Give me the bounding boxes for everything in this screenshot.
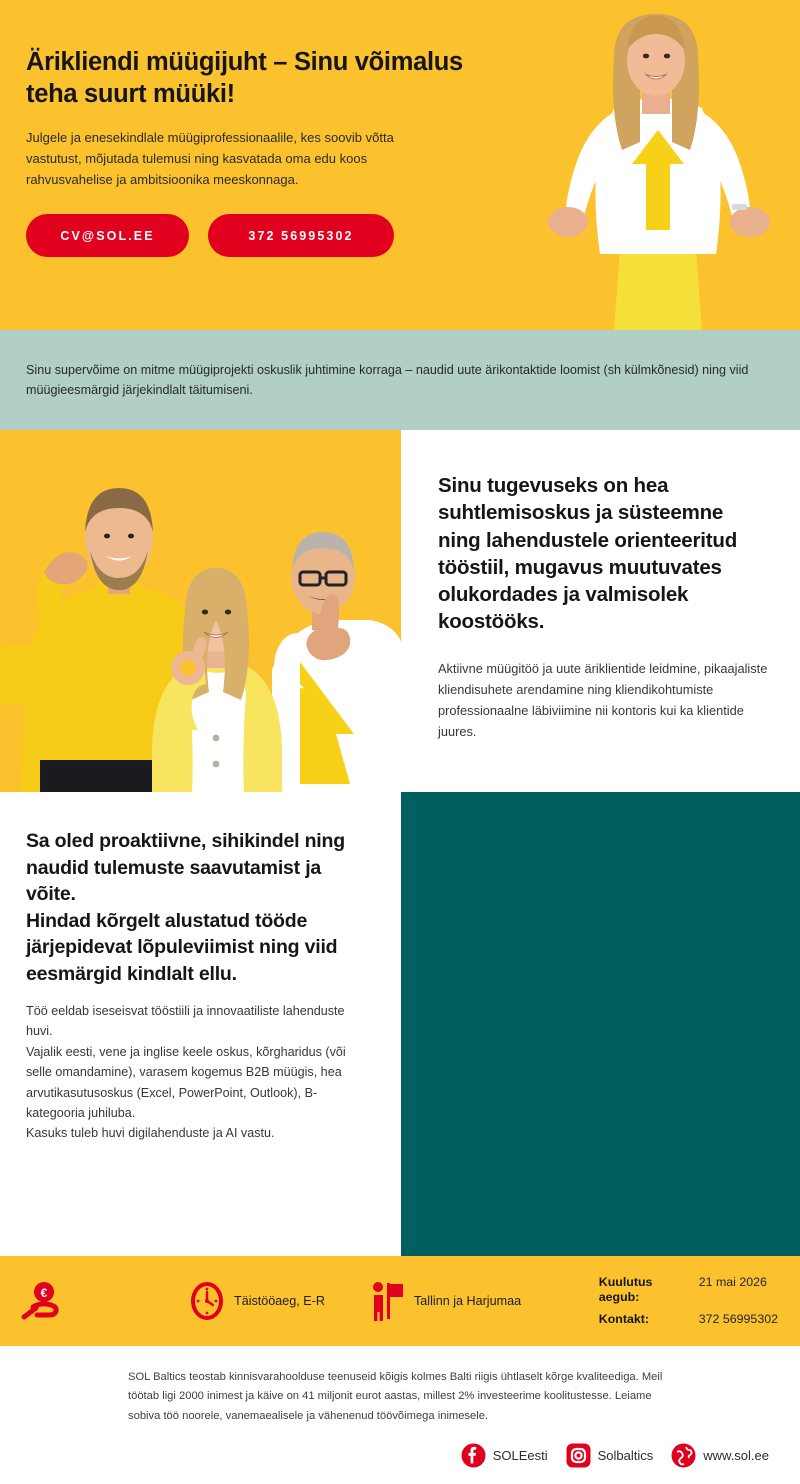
facebook-icon [461,1443,486,1468]
job-meta-bar [0,1256,800,1346]
globe-icon [671,1443,696,1468]
hand-holding-euro-icon [20,1281,62,1321]
profile-body-line3: Kasuks tuleb huvi digilahenduste ja AI vastu. [26,1126,275,1141]
website-label: www.sol.ee [703,1448,769,1463]
job-meta-grid [599,1275,778,1328]
facebook-link[interactable] [461,1443,557,1468]
team-photo [0,430,401,792]
website-link[interactable] [671,1443,778,1468]
social-links [461,1443,778,1468]
hero-description: Julgele ja enesekindlale müügiprofessionaalile, kes soovib võtta vastutust, mõjutada tulemusi ning kasvatada oma edu koos rahvusvahelise ja ambitsioonika meeskonnaga. [26,130,394,188]
hero-content [26,46,496,257]
person-with-flag-icon [370,1281,404,1321]
meta-key-contact: Kontakt: [598,1311,649,1326]
phone-cta-button[interactable]: 372 56995302 [208,214,394,257]
clock-icon [190,1282,224,1320]
company-description: SOL Baltics teostab kinnisvarahoolduse teenuseid kõigis kolmes Balti riigis ühtlaselt kõrge kvaliteediga. Meil töötab ligi 2000 inimest ja käive on 41 miljonit eurot aastas, millest 2% investeerime koolitustesse. Leiame sobiva töö noorele, vanemaealisele ja vähenenud töövõimega inimesele. [128,1371,663,1422]
hero-cta-row [26,214,496,257]
highlight-strip [0,330,800,430]
profile-body-line2: Vajalik eesti, vene ja inglise keele oskus, kõrgharidus (või selle omandamine), varasem kogemus B2B müügis, hea arvutikasutusoskus (Excel, PowerPoint, Outlook), B-kategooria juhiluba. [26,1044,346,1121]
info-label-worktime: Täistööaeg, E-R [234,1294,325,1308]
profile-heading-line1: Sa oled proaktiivne, sihikindel ning naudid tulemuste saavutamist ja võite. [26,830,345,906]
teal-decorative-block [401,792,800,1256]
info-item-location [370,1281,560,1321]
hero-photo [510,0,800,330]
profile-heading-line2: Hindad kõrgelt alustatud tööde järjepidevat lõpuleviimist ning viid eesmärgid kindlalt ellu. [26,909,338,985]
meta-value-contact: 372 56995302 [698,1311,778,1326]
highlight-strip-text: Sinu supervõime on mitme müügiprojekti oskuslik juhtimine korraga – naudid uute ärikontaktide loomist (sh külmkõnesid) ning viid müügieesmärgid järjekindlalt täitumiseni. [26,362,749,397]
facebook-label: SOLEesti [492,1448,548,1463]
strengths-text-column [401,430,800,792]
hero-section [0,0,800,330]
strengths-heading: Sinu tugevuseks on hea suhtlemisoskus ja süsteemne ning lahendustele orienteeritud tööstiil, mugavus muutuvates olukordades ja valmisolek koostööks. [438,474,738,634]
instagram-icon [566,1443,591,1468]
strengths-body: Aktiivne müügitöö ja uute äriklientide leidmine, pikaajaliste kliendisuhete arendamine ning kliendikohtumiste professionaalne läbiviimine nii kontoris kui ka klientide juures. [438,660,768,740]
email-cta-button[interactable]: CV@SOL.EE [26,214,189,257]
meta-value-expiry: 21 mai 2026 [698,1274,767,1289]
instagram-label: Solbaltics [597,1448,654,1463]
profile-section [0,792,800,1256]
meta-key-expiry: Kuulutus aegub: [598,1274,653,1305]
profile-body-line1: Töö eeldab iseseisvat tööstiili ja innovaatiliste lahenduste huvi. [26,1004,345,1039]
page-title: Ärikliendi müügijuht – Sinu võimalus teha suurt müüki! [26,48,463,109]
profile-text-column [0,792,401,1256]
info-item-worktime [190,1282,370,1320]
strengths-section [0,430,800,792]
info-label-location: Tallinn ja Harjumaa [414,1294,522,1308]
instagram-link[interactable] [566,1443,663,1468]
svg-text:€: € [40,1286,48,1300]
info-item-salary [20,1281,190,1321]
company-footer [0,1346,800,1484]
